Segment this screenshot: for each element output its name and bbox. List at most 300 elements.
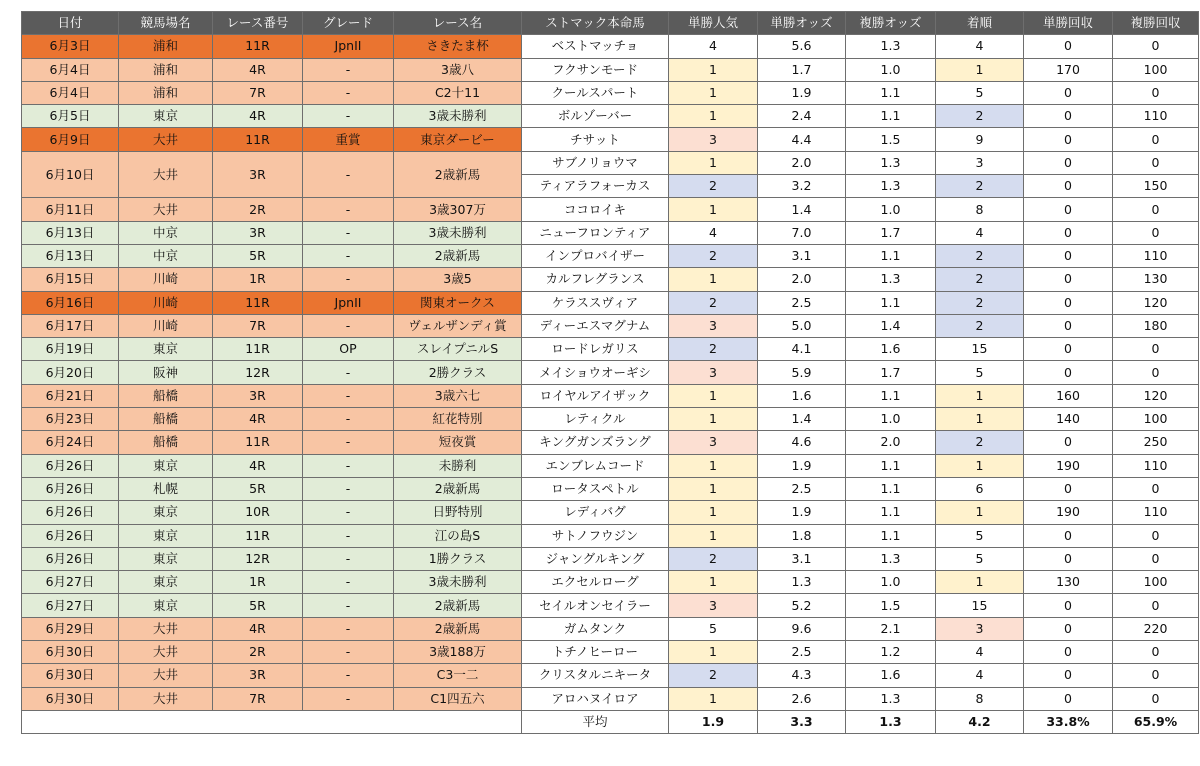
place-return-cell: 0 — [1113, 641, 1199, 664]
win-odds-cell: 1.6 — [758, 384, 846, 407]
date-cell: 6月20日 — [22, 361, 119, 384]
place-odds-cell: 1.5 — [846, 128, 936, 151]
place-return-cell: 120 — [1113, 291, 1199, 314]
horse-cell: ココロイキ — [522, 198, 669, 221]
popularity-cell: 3 — [669, 361, 758, 384]
table-row — [22, 81, 1199, 104]
finish-cell: 1 — [936, 454, 1024, 477]
race-name-cell: C2十11 — [394, 81, 522, 104]
date-cell: 6月27日 — [22, 594, 119, 617]
finish-cell: 4 — [936, 35, 1024, 58]
race-number-cell: 4R — [213, 58, 303, 81]
grade-cell: - — [303, 454, 394, 477]
horse-cell: サトノフウジン — [522, 524, 669, 547]
table-row — [22, 384, 1199, 407]
venue-cell: 大井 — [119, 617, 213, 640]
finish-cell: 5 — [936, 524, 1024, 547]
table-row — [22, 221, 1199, 244]
grade-cell: - — [303, 501, 394, 524]
race-name-cell: 短夜賞 — [394, 431, 522, 454]
race-name-cell: 3歳5 — [394, 268, 522, 291]
finish-cell: 1 — [936, 501, 1024, 524]
race-name-cell: 3歳未勝利 — [394, 571, 522, 594]
win-odds-cell: 2.4 — [758, 105, 846, 128]
place-odds-cell: 1.0 — [846, 198, 936, 221]
win-return-cell: 0 — [1024, 547, 1113, 570]
venue-cell: 大井 — [119, 687, 213, 710]
race-number-cell: 1R — [213, 268, 303, 291]
win-return-cell: 0 — [1024, 338, 1113, 361]
win-odds-cell: 1.4 — [758, 408, 846, 431]
race-name-cell: 日野特別 — [394, 501, 522, 524]
race-name-cell: 3歳未勝利 — [394, 221, 522, 244]
horse-cell: レティクル — [522, 408, 669, 431]
header-pick-horse: ストマック本命馬 — [522, 12, 669, 35]
race-name-cell: 未勝利 — [394, 454, 522, 477]
win-return-cell: 0 — [1024, 268, 1113, 291]
table-row — [22, 617, 1199, 640]
date-cell: 6月23日 — [22, 408, 119, 431]
average-popularity: 1.9 — [669, 710, 758, 733]
popularity-cell: 3 — [669, 128, 758, 151]
place-odds-cell: 1.1 — [846, 524, 936, 547]
race-name-cell: ヴェルザンディ賞 — [394, 314, 522, 337]
race-name-cell: 3歳188万 — [394, 641, 522, 664]
win-return-cell: 0 — [1024, 128, 1113, 151]
race-name-cell: 2歳新馬 — [394, 477, 522, 500]
table-row — [22, 641, 1199, 664]
win-return-cell: 0 — [1024, 198, 1113, 221]
popularity-cell: 1 — [669, 477, 758, 500]
grade-cell: OP — [303, 338, 394, 361]
grade-cell: - — [303, 384, 394, 407]
race-number-cell: 3R — [213, 151, 303, 198]
win-return-cell: 0 — [1024, 35, 1113, 58]
popularity-cell: 2 — [669, 175, 758, 198]
venue-cell: 東京 — [119, 594, 213, 617]
place-odds-cell: 1.3 — [846, 175, 936, 198]
horse-cell: ティアラフォーカス — [522, 175, 669, 198]
place-return-cell: 110 — [1113, 501, 1199, 524]
horse-cell: クールスパート — [522, 81, 669, 104]
header-finish: 着順 — [936, 12, 1024, 35]
race-name-cell: 3歳六七 — [394, 384, 522, 407]
horse-cell: ジャングルキング — [522, 547, 669, 570]
finish-cell: 2 — [936, 268, 1024, 291]
date-cell: 6月17日 — [22, 314, 119, 337]
race-number-cell: 11R — [213, 35, 303, 58]
grade-cell: - — [303, 408, 394, 431]
horse-cell: ディーエスマグナム — [522, 314, 669, 337]
horse-cell: ベストマッチョ — [522, 35, 669, 58]
popularity-cell: 2 — [669, 547, 758, 570]
place-return-cell: 110 — [1113, 105, 1199, 128]
finish-cell: 4 — [936, 641, 1024, 664]
header-win-return: 単勝回収 — [1024, 12, 1113, 35]
finish-cell: 8 — [936, 687, 1024, 710]
place-return-cell: 0 — [1113, 221, 1199, 244]
grade-cell: - — [303, 571, 394, 594]
popularity-cell: 4 — [669, 35, 758, 58]
place-return-cell: 0 — [1113, 338, 1199, 361]
win-return-cell: 0 — [1024, 151, 1113, 174]
place-odds-cell: 1.1 — [846, 454, 936, 477]
date-cell: 6月9日 — [22, 128, 119, 151]
grade-cell: - — [303, 198, 394, 221]
date-cell: 6月5日 — [22, 105, 119, 128]
place-odds-cell: 1.1 — [846, 81, 936, 104]
place-return-cell: 120 — [1113, 384, 1199, 407]
header-venue: 競馬場名 — [119, 12, 213, 35]
venue-cell: 大井 — [119, 151, 213, 198]
grade-cell: - — [303, 617, 394, 640]
venue-cell: 川崎 — [119, 291, 213, 314]
venue-cell: 東京 — [119, 454, 213, 477]
grade-cell: - — [303, 641, 394, 664]
grade-cell: - — [303, 221, 394, 244]
table-row — [22, 361, 1199, 384]
race-name-cell: 紅花特別 — [394, 408, 522, 431]
date-cell: 6月30日 — [22, 664, 119, 687]
horse-cell: セイルオンセイラー — [522, 594, 669, 617]
race-number-cell: 5R — [213, 594, 303, 617]
header-grade: グレード — [303, 12, 394, 35]
grade-cell: JpnII — [303, 35, 394, 58]
place-odds-cell: 1.6 — [846, 664, 936, 687]
race-number-cell: 2R — [213, 641, 303, 664]
venue-cell: 大井 — [119, 198, 213, 221]
table-row — [22, 338, 1199, 361]
popularity-cell: 1 — [669, 105, 758, 128]
table-row — [22, 128, 1199, 151]
date-cell: 6月26日 — [22, 454, 119, 477]
race-number-cell: 4R — [213, 408, 303, 431]
win-return-cell: 0 — [1024, 477, 1113, 500]
date-cell: 6月13日 — [22, 244, 119, 267]
place-odds-cell: 1.3 — [846, 547, 936, 570]
popularity-cell: 1 — [669, 384, 758, 407]
horse-cell: インプロバイザー — [522, 244, 669, 267]
win-odds-cell: 1.4 — [758, 198, 846, 221]
finish-cell: 1 — [936, 58, 1024, 81]
venue-cell: 川崎 — [119, 268, 213, 291]
race-name-cell: 関東オークス — [394, 291, 522, 314]
grade-cell: - — [303, 244, 394, 267]
place-odds-cell: 1.1 — [846, 501, 936, 524]
place-odds-cell: 1.1 — [846, 244, 936, 267]
venue-cell: 大井 — [119, 641, 213, 664]
finish-cell: 2 — [936, 105, 1024, 128]
popularity-cell: 2 — [669, 338, 758, 361]
race-name-cell: 2歳新馬 — [394, 244, 522, 267]
grade-cell: - — [303, 314, 394, 337]
date-cell: 6月27日 — [22, 571, 119, 594]
venue-cell: 大井 — [119, 128, 213, 151]
grade-cell: JpnII — [303, 291, 394, 314]
horse-cell: トチノヒーロー — [522, 641, 669, 664]
date-cell: 6月19日 — [22, 338, 119, 361]
place-odds-cell: 1.4 — [846, 314, 936, 337]
grade-cell: - — [303, 361, 394, 384]
finish-cell: 2 — [936, 431, 1024, 454]
place-odds-cell: 1.0 — [846, 571, 936, 594]
place-odds-cell: 2.0 — [846, 431, 936, 454]
race-number-cell: 7R — [213, 687, 303, 710]
venue-cell: 船橋 — [119, 384, 213, 407]
race-name-cell: C3一二 — [394, 664, 522, 687]
grade-cell: - — [303, 664, 394, 687]
race-name-cell: 2歳新馬 — [394, 617, 522, 640]
horse-cell: ロイヤルアイザック — [522, 384, 669, 407]
grade-cell: - — [303, 105, 394, 128]
place-return-cell: 0 — [1113, 687, 1199, 710]
win-odds-cell: 1.3 — [758, 571, 846, 594]
horse-cell: クリスタルニキータ — [522, 664, 669, 687]
header-date: 日付 — [22, 12, 119, 35]
finish-cell: 1 — [936, 571, 1024, 594]
race-name-cell: 2勝クラス — [394, 361, 522, 384]
venue-cell: 東京 — [119, 571, 213, 594]
win-odds-cell: 7.0 — [758, 221, 846, 244]
table-row — [22, 151, 1199, 174]
win-odds-cell: 1.9 — [758, 454, 846, 477]
average-row — [22, 710, 1199, 733]
horse-cell: ガムタンク — [522, 617, 669, 640]
date-cell: 6月10日 — [22, 151, 119, 198]
date-cell: 6月26日 — [22, 524, 119, 547]
date-cell: 6月30日 — [22, 687, 119, 710]
place-odds-cell: 1.3 — [846, 268, 936, 291]
date-cell: 6月30日 — [22, 641, 119, 664]
place-odds-cell: 1.2 — [846, 641, 936, 664]
win-odds-cell: 2.6 — [758, 687, 846, 710]
place-odds-cell: 1.1 — [846, 291, 936, 314]
popularity-cell: 1 — [669, 198, 758, 221]
win-return-cell: 0 — [1024, 81, 1113, 104]
horse-cell: メイショウオーギシ — [522, 361, 669, 384]
finish-cell: 3 — [936, 617, 1024, 640]
finish-cell: 9 — [936, 128, 1024, 151]
finish-cell: 4 — [936, 221, 1024, 244]
win-odds-cell: 9.6 — [758, 617, 846, 640]
grade-cell: - — [303, 81, 394, 104]
average-place-return: 65.9% — [1113, 710, 1199, 733]
place-return-cell: 0 — [1113, 81, 1199, 104]
win-odds-cell: 2.5 — [758, 477, 846, 500]
race-number-cell: 11R — [213, 431, 303, 454]
grade-cell: - — [303, 687, 394, 710]
venue-cell: 東京 — [119, 501, 213, 524]
date-cell: 6月26日 — [22, 501, 119, 524]
place-return-cell: 0 — [1113, 128, 1199, 151]
grade-cell: 重賞 — [303, 128, 394, 151]
win-odds-cell: 2.0 — [758, 151, 846, 174]
win-odds-cell: 2.5 — [758, 641, 846, 664]
venue-cell: 東京 — [119, 524, 213, 547]
table-row — [22, 408, 1199, 431]
popularity-cell: 1 — [669, 524, 758, 547]
win-return-cell: 0 — [1024, 175, 1113, 198]
venue-cell: 大井 — [119, 664, 213, 687]
win-odds-cell: 2.0 — [758, 268, 846, 291]
win-odds-cell: 2.5 — [758, 291, 846, 314]
venue-cell: 札幌 — [119, 477, 213, 500]
date-cell: 6月29日 — [22, 617, 119, 640]
header-popularity: 単勝人気 — [669, 12, 758, 35]
horse-cell: サブノリョウマ — [522, 151, 669, 174]
table-row — [22, 268, 1199, 291]
win-odds-cell: 4.1 — [758, 338, 846, 361]
finish-cell: 4 — [936, 664, 1024, 687]
win-odds-cell: 4.6 — [758, 431, 846, 454]
race-number-cell: 11R — [213, 524, 303, 547]
grade-cell: - — [303, 151, 394, 198]
horse-cell: チサット — [522, 128, 669, 151]
place-odds-cell: 1.3 — [846, 687, 936, 710]
win-odds-cell: 5.0 — [758, 314, 846, 337]
popularity-cell: 3 — [669, 431, 758, 454]
place-odds-cell: 1.3 — [846, 151, 936, 174]
win-return-cell: 190 — [1024, 454, 1113, 477]
table-row — [22, 314, 1199, 337]
place-return-cell: 100 — [1113, 408, 1199, 431]
place-odds-cell: 1.7 — [846, 361, 936, 384]
header-row — [22, 12, 1199, 35]
place-odds-cell: 1.1 — [846, 384, 936, 407]
table-row — [22, 664, 1199, 687]
race-number-cell: 12R — [213, 547, 303, 570]
race-name-cell: 1勝クラス — [394, 547, 522, 570]
place-odds-cell: 1.7 — [846, 221, 936, 244]
venue-cell: 船橋 — [119, 431, 213, 454]
popularity-cell: 1 — [669, 151, 758, 174]
popularity-cell: 5 — [669, 617, 758, 640]
date-cell: 6月26日 — [22, 547, 119, 570]
race-name-cell: C1四五六 — [394, 687, 522, 710]
horse-cell: ロータスペトル — [522, 477, 669, 500]
race-number-cell: 4R — [213, 454, 303, 477]
popularity-cell: 2 — [669, 291, 758, 314]
horse-cell: ケラススヴィア — [522, 291, 669, 314]
popularity-cell: 1 — [669, 687, 758, 710]
popularity-cell: 1 — [669, 81, 758, 104]
popularity-cell: 1 — [669, 501, 758, 524]
race-name-cell: 3歳307万 — [394, 198, 522, 221]
win-odds-cell: 1.9 — [758, 81, 846, 104]
place-return-cell: 130 — [1113, 268, 1199, 291]
horse-cell: フクサンモード — [522, 58, 669, 81]
popularity-cell: 1 — [669, 268, 758, 291]
finish-cell: 5 — [936, 81, 1024, 104]
place-return-cell: 150 — [1113, 175, 1199, 198]
horse-cell: レディバグ — [522, 501, 669, 524]
table-row — [22, 198, 1199, 221]
grade-cell: - — [303, 477, 394, 500]
popularity-cell: 1 — [669, 58, 758, 81]
venue-cell: 東京 — [119, 105, 213, 128]
win-odds-cell: 1.9 — [758, 501, 846, 524]
win-return-cell: 140 — [1024, 408, 1113, 431]
horse-cell: エンブレムコード — [522, 454, 669, 477]
finish-cell: 2 — [936, 244, 1024, 267]
finish-cell: 6 — [936, 477, 1024, 500]
horse-cell: カルフレグランス — [522, 268, 669, 291]
race-number-cell: 11R — [213, 291, 303, 314]
date-cell: 6月15日 — [22, 268, 119, 291]
race-name-cell: スレイプニルS — [394, 338, 522, 361]
date-cell: 6月16日 — [22, 291, 119, 314]
table-row — [22, 501, 1199, 524]
date-cell: 6月3日 — [22, 35, 119, 58]
win-return-cell: 0 — [1024, 221, 1113, 244]
race-number-cell: 11R — [213, 128, 303, 151]
popularity-cell: 4 — [669, 221, 758, 244]
grade-cell: - — [303, 594, 394, 617]
race-number-cell: 1R — [213, 571, 303, 594]
horse-cell: キングガンズラング — [522, 431, 669, 454]
win-odds-cell: 5.2 — [758, 594, 846, 617]
win-odds-cell: 3.1 — [758, 244, 846, 267]
grade-cell: - — [303, 268, 394, 291]
place-odds-cell: 1.5 — [846, 594, 936, 617]
venue-cell: 浦和 — [119, 81, 213, 104]
finish-cell: 2 — [936, 314, 1024, 337]
win-return-cell: 170 — [1024, 58, 1113, 81]
place-return-cell: 100 — [1113, 571, 1199, 594]
place-odds-cell: 1.0 — [846, 408, 936, 431]
place-return-cell: 0 — [1113, 524, 1199, 547]
place-return-cell: 0 — [1113, 477, 1199, 500]
average-label: 平均 — [522, 710, 669, 733]
popularity-cell: 1 — [669, 408, 758, 431]
place-odds-cell: 1.1 — [846, 105, 936, 128]
win-odds-cell: 1.7 — [758, 58, 846, 81]
win-return-cell: 0 — [1024, 291, 1113, 314]
race-number-cell: 4R — [213, 105, 303, 128]
place-return-cell: 100 — [1113, 58, 1199, 81]
date-cell: 6月4日 — [22, 81, 119, 104]
place-return-cell: 0 — [1113, 151, 1199, 174]
race-name-cell: 江の島S — [394, 524, 522, 547]
win-return-cell: 0 — [1024, 664, 1113, 687]
win-odds-cell: 5.9 — [758, 361, 846, 384]
table-row — [22, 594, 1199, 617]
table-body — [22, 35, 1199, 711]
race-number-cell: 5R — [213, 244, 303, 267]
race-number-cell: 4R — [213, 617, 303, 640]
win-return-cell: 0 — [1024, 105, 1113, 128]
results-table — [21, 11, 1199, 734]
win-return-cell: 0 — [1024, 617, 1113, 640]
table-row — [22, 571, 1199, 594]
horse-cell: エクセルローグ — [522, 571, 669, 594]
race-name-cell: 3歳八 — [394, 58, 522, 81]
table-row — [22, 477, 1199, 500]
finish-cell: 5 — [936, 361, 1024, 384]
place-odds-cell: 1.3 — [846, 35, 936, 58]
win-return-cell: 0 — [1024, 641, 1113, 664]
finish-cell: 15 — [936, 594, 1024, 617]
win-return-cell: 0 — [1024, 594, 1113, 617]
win-odds-cell: 4.3 — [758, 664, 846, 687]
table-row — [22, 431, 1199, 454]
venue-cell: 川崎 — [119, 314, 213, 337]
popularity-cell: 3 — [669, 594, 758, 617]
venue-cell: 東京 — [119, 338, 213, 361]
date-cell: 6月26日 — [22, 477, 119, 500]
grade-cell: - — [303, 547, 394, 570]
race-number-cell: 10R — [213, 501, 303, 524]
